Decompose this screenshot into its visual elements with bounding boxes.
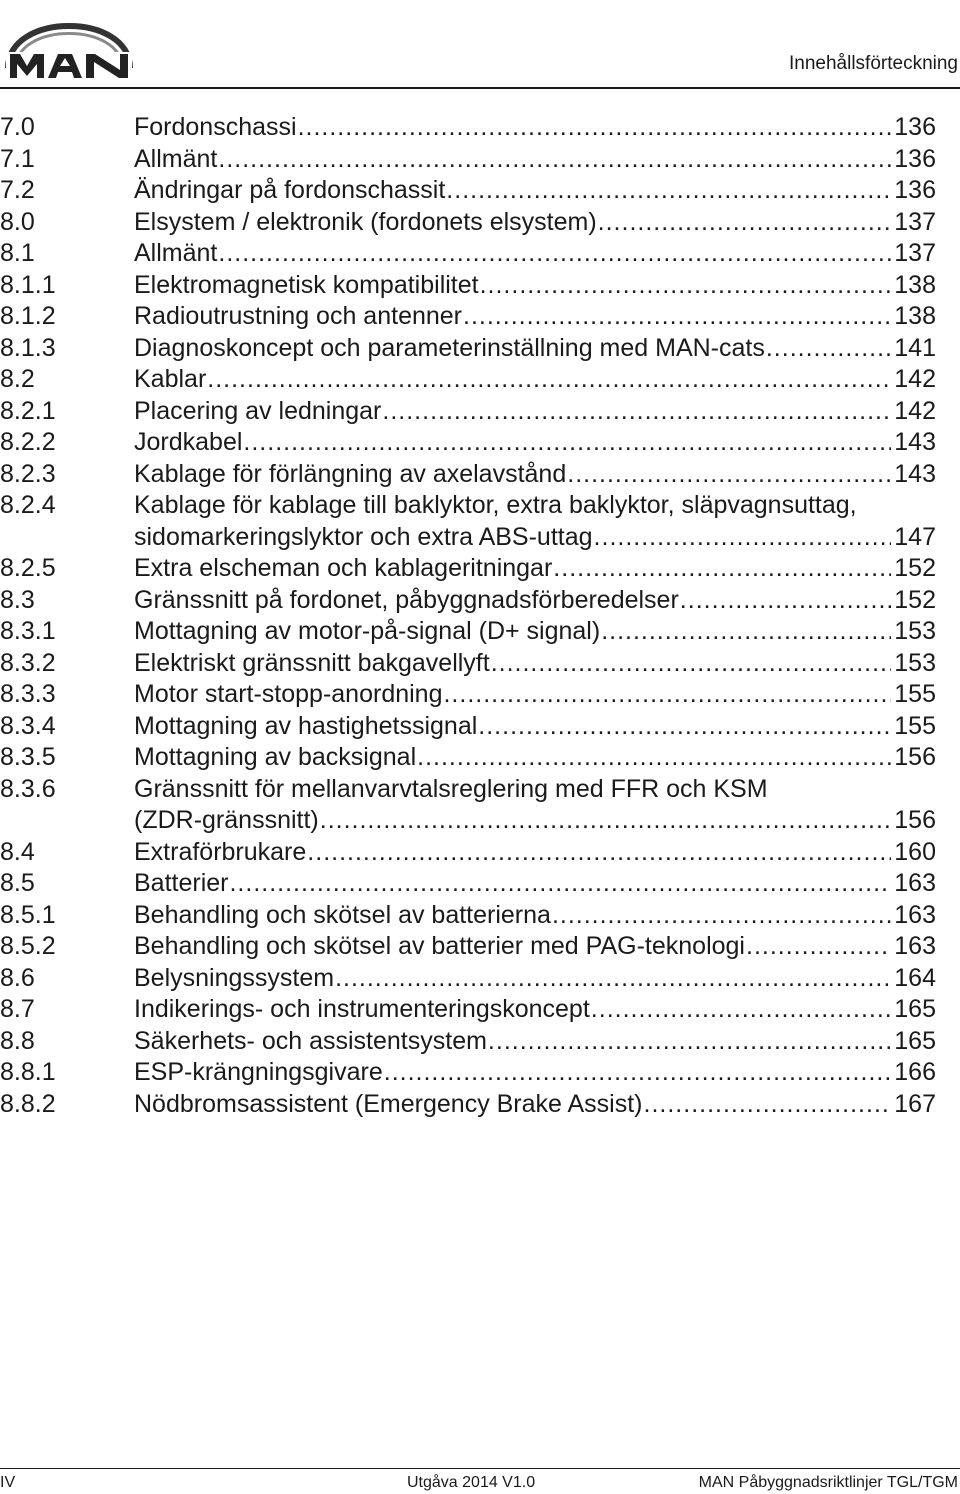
toc-entry-page: 165	[894, 995, 936, 1023]
toc-entry-title: Mottagning av hastighetssignal	[134, 711, 478, 740]
toc-entry-body	[134, 553, 936, 585]
toc-dot-leader	[382, 396, 891, 428]
toc-entry-body	[134, 490, 936, 553]
toc-entry-number: 8.4	[0, 837, 35, 866]
toc-entry-body	[134, 868, 936, 900]
toc-dot-leader	[598, 207, 892, 239]
toc-dot-leader	[218, 238, 891, 270]
toc-entry-page: 137	[894, 207, 936, 236]
toc-entry-line	[134, 238, 936, 270]
toc-entry-body	[134, 207, 936, 239]
toc-entry-title: Extra elscheman och kablageritningar	[134, 554, 553, 582]
toc-entry-title: Säkerhets- och assistentsystem	[134, 1026, 487, 1055]
toc-entry[interactable]	[0, 238, 936, 270]
toc-entry-line	[134, 301, 936, 333]
toc-entry-body	[134, 1089, 936, 1121]
toc-entry[interactable]	[0, 648, 936, 680]
footer-page-number: IV	[0, 1474, 16, 1491]
toc-entry-title: Behandling och skötsel av batterier med PAG-teknologi	[134, 932, 745, 960]
toc-dot-leader	[417, 742, 891, 774]
toc-entry-number: 8.3.1	[0, 617, 56, 645]
toc-entry-line	[134, 553, 936, 585]
toc-entry[interactable]	[0, 931, 936, 963]
toc-entry-body	[134, 963, 936, 995]
toc-entry-title: Elsystem / elektronik (fordonets elsystem)	[134, 207, 597, 236]
toc-dot-leader	[229, 868, 891, 900]
toc-entry-line	[134, 679, 936, 711]
toc-entry-body	[134, 427, 936, 459]
toc-entry-body	[134, 900, 936, 932]
toc-entry-number: 8.5.1	[0, 900, 56, 929]
toc-entry-number: 8.2.3	[0, 459, 56, 488]
toc-entry-title: Extraförbrukare	[134, 837, 307, 866]
toc-entry[interactable]	[0, 396, 936, 428]
toc-entry-body	[134, 837, 936, 869]
toc-entry-page: 155	[894, 680, 936, 708]
toc-entry[interactable]	[0, 459, 936, 491]
toc-entry-number: 8.2.4	[0, 491, 56, 519]
toc-entry-number: 8.8.1	[0, 1058, 56, 1086]
toc-entry-line	[134, 364, 936, 396]
toc-entry[interactable]	[0, 963, 936, 995]
toc-entry-line	[134, 837, 936, 869]
toc-entry[interactable]	[0, 427, 936, 459]
toc-dot-leader	[207, 364, 891, 396]
toc-entry-body	[134, 1057, 936, 1089]
toc-dot-leader	[491, 648, 892, 680]
toc-entry-body	[134, 931, 936, 963]
toc-entry-line	[134, 333, 936, 365]
toc-dot-leader	[553, 553, 891, 585]
toc-entry-line	[134, 648, 936, 680]
toc-entry[interactable]	[0, 679, 936, 711]
toc-entry-line	[134, 175, 936, 207]
toc-dot-leader	[746, 931, 891, 963]
toc-entry[interactable]	[0, 868, 936, 900]
toc-entry-number: 8.1.2	[0, 302, 56, 330]
toc-entry-title: Radioutrustning och antenner	[134, 302, 463, 330]
toc-dot-leader	[591, 994, 891, 1026]
toc-entry-title: ESP-krängningsgivare	[134, 1058, 383, 1086]
toc-entry-number: 7.0	[0, 113, 35, 141]
toc-dot-leader	[218, 144, 891, 176]
toc-entry-line	[134, 1026, 936, 1058]
toc-entry-title: Behandling och skötsel av batterierna	[134, 900, 551, 929]
toc-entry-title: Indikerings- och instrumenteringskoncept	[134, 995, 590, 1023]
toc-entry-body	[134, 648, 936, 680]
toc-entry-line	[134, 270, 936, 302]
toc-entry-body	[134, 301, 936, 333]
toc-entry-page: 164	[894, 963, 936, 992]
toc-entry-title: (ZDR-gränssnitt)	[134, 806, 319, 834]
toc-entry-page: 137	[894, 239, 936, 267]
toc-entry[interactable]	[0, 774, 936, 837]
toc-entry[interactable]	[0, 333, 936, 365]
toc-entry-page: 152	[894, 585, 936, 614]
toc-entry-number: 8.6	[0, 963, 35, 992]
toc-entry-title: Elektriskt gränssnitt bakgavellyft	[134, 648, 490, 677]
toc-entry-page: 136	[894, 176, 936, 204]
toc-entry-title-line1: Gränssnitt för mellanvarvtalsreglering med FFR och KSM	[134, 774, 768, 803]
toc-entry-line	[134, 868, 936, 900]
toc-entry[interactable]	[0, 112, 936, 144]
toc-entry[interactable]	[0, 270, 936, 302]
toc-entry-line	[134, 963, 936, 995]
toc-entry-body	[134, 175, 936, 207]
toc-entry-line	[134, 742, 936, 774]
toc-entry-body	[134, 774, 936, 837]
toc-entry-number: 8.8.2	[0, 1089, 56, 1118]
toc-entry-body	[134, 396, 936, 428]
toc-dot-leader	[443, 679, 891, 711]
toc-entry-title: Motor start-stopp-anordning	[134, 680, 443, 708]
toc-entry-page: 136	[894, 144, 936, 173]
toc-entry-body	[134, 711, 936, 743]
toc-entry-line	[134, 805, 936, 837]
toc-entry-number: 8.2.2	[0, 428, 56, 456]
toc-entry-number: 8.2.5	[0, 554, 56, 582]
toc-entry-line	[134, 711, 936, 743]
toc-entry-number: 8.3.2	[0, 648, 56, 677]
toc-dot-leader	[644, 1089, 892, 1121]
toc-entry-number: 8.3.4	[0, 711, 56, 740]
toc-dot-leader	[552, 900, 891, 932]
toc-entry-title: Placering av ledningar	[134, 396, 382, 425]
toc-entry-body	[134, 1026, 936, 1058]
toc-entry-line	[134, 931, 936, 963]
toc-entry-title: Allmänt	[134, 144, 218, 173]
toc-entry-line	[134, 994, 936, 1026]
toc-entry-page: 167	[894, 1089, 936, 1118]
toc-entry-number: 8.8	[0, 1026, 35, 1055]
toc-entry-number: 8.7	[0, 995, 35, 1023]
toc-dot-leader	[480, 270, 892, 302]
toc-entry-page: 142	[894, 365, 936, 393]
toc-entry[interactable]	[0, 837, 936, 869]
toc-entry-body	[134, 144, 936, 176]
toc-entry-body	[134, 364, 936, 396]
toc-entry-line	[134, 1089, 936, 1121]
toc-dot-leader	[766, 333, 891, 365]
toc-entry-line	[134, 900, 936, 932]
toc-entry-title: Batterier	[134, 869, 229, 897]
toc-entry-line	[134, 585, 936, 617]
toc-entry[interactable]	[0, 742, 936, 774]
toc-entry[interactable]	[0, 175, 936, 207]
toc-entry-page: 163	[894, 900, 936, 929]
toc-entry-title: Nödbromsassistent (Emergency Brake Assist)	[134, 1089, 643, 1118]
toc-entry-title: Kablar	[134, 365, 207, 393]
toc-entry-page: 163	[894, 869, 936, 897]
table-of-contents	[0, 112, 936, 1120]
toc-entry-page: 153	[894, 648, 936, 677]
toc-entry-title: Fordonschassi	[134, 113, 297, 141]
toc-entry-title: Jordkabel	[134, 428, 243, 456]
toc-entry-number: 8.5.2	[0, 932, 56, 960]
toc-entry-number: 7.2	[0, 176, 35, 204]
footer-divider	[0, 1468, 960, 1469]
toc-entry[interactable]	[0, 1057, 936, 1089]
toc-entry[interactable]	[0, 301, 936, 333]
toc-entry-line	[134, 396, 936, 428]
toc-entry[interactable]	[0, 144, 936, 176]
toc-entry-title-line1: Kablage för kablage till baklyktor, extra baklyktor, släpvagnsuttag,	[134, 491, 857, 519]
toc-entry-page: 163	[894, 932, 936, 960]
toc-entry-number: 8.0	[0, 207, 35, 236]
toc-entry-number: 7.1	[0, 144, 35, 173]
toc-entry[interactable]	[0, 490, 936, 553]
toc-entry-title: sidomarkeringslyktor och extra ABS-uttag	[134, 522, 593, 551]
toc-entry-number: 8.2	[0, 365, 35, 393]
toc-entry[interactable]	[0, 994, 936, 1026]
toc-entry[interactable]	[0, 553, 936, 585]
toc-dot-leader	[243, 427, 891, 459]
toc-entry-page: 152	[894, 554, 936, 582]
toc-entry-body	[134, 270, 936, 302]
toc-entry-page: 143	[894, 459, 936, 488]
toc-dot-leader	[307, 837, 891, 869]
man-logo	[2, 2, 136, 80]
toc-dot-leader	[567, 459, 891, 491]
toc-entry-page: 147	[894, 522, 936, 551]
toc-entry-title: Kablage för förlängning av axelavstånd	[134, 459, 567, 488]
toc-entry-page: 153	[894, 617, 936, 645]
toc-entry-page: 143	[894, 428, 936, 456]
header-divider	[0, 87, 960, 89]
toc-entry[interactable]	[0, 1026, 936, 1058]
toc-entry-page: 165	[894, 1026, 936, 1055]
toc-dot-leader	[335, 963, 891, 995]
toc-entry-title: Allmänt	[134, 239, 218, 267]
toc-dot-leader	[298, 112, 892, 144]
toc-entry-number: 8.1	[0, 239, 35, 267]
toc-entry-page: 166	[894, 1058, 936, 1086]
toc-entry-line	[134, 144, 936, 176]
toc-entry-page: 160	[894, 837, 936, 866]
toc-entry-body	[134, 616, 936, 648]
toc-entry[interactable]	[0, 616, 936, 648]
toc-entry[interactable]	[0, 1089, 936, 1121]
toc-dot-leader	[594, 522, 892, 554]
toc-entry-number: 8.5	[0, 869, 35, 897]
toc-entry-number: 8.3.6	[0, 774, 56, 803]
toc-entry[interactable]	[0, 711, 936, 743]
toc-entry[interactable]	[0, 900, 936, 932]
toc-entry-body	[134, 742, 936, 774]
toc-entry[interactable]	[0, 585, 936, 617]
toc-entry-body	[134, 238, 936, 270]
toc-entry-page: 138	[894, 270, 936, 299]
toc-entry-body	[134, 994, 936, 1026]
footer-document-title: MAN Påbyggnadsriktlinjer TGL/TGM	[698, 1474, 958, 1491]
toc-entry-number: 8.1.3	[0, 333, 56, 362]
toc-entry-body	[134, 112, 936, 144]
toc-entry-page: 141	[894, 333, 936, 362]
toc-entry-page: 142	[894, 396, 936, 425]
toc-entry-number: 8.3.3	[0, 680, 56, 708]
toc-entry-line	[134, 522, 936, 554]
toc-entry[interactable]	[0, 364, 936, 396]
toc-entry-number: 8.3	[0, 585, 35, 614]
toc-dot-leader	[446, 175, 891, 207]
toc-dot-leader	[384, 1057, 892, 1089]
toc-entry-number: 8.2.1	[0, 396, 56, 425]
toc-dot-leader	[680, 585, 891, 617]
toc-entry-page: 156	[894, 743, 936, 771]
toc-entry-number: 8.3.5	[0, 743, 56, 771]
toc-entry-number: 8.1.1	[0, 270, 56, 299]
toc-entry-line	[134, 112, 936, 144]
toc-entry-line	[134, 1057, 936, 1089]
toc-dot-leader	[601, 616, 891, 648]
toc-dot-leader	[478, 711, 891, 743]
toc-entry-line	[134, 427, 936, 459]
toc-entry-body	[134, 585, 936, 617]
toc-entry-body	[134, 679, 936, 711]
toc-entry-page: 138	[894, 302, 936, 330]
toc-dot-leader	[463, 301, 891, 333]
footer-edition: Utgåva 2014 V1.0	[407, 1474, 536, 1491]
toc-entry-title: Ändringar på fordonschassit	[134, 176, 446, 204]
toc-entry-body	[134, 333, 936, 365]
toc-entry-title: Elektromagnetisk kompatibilitet	[134, 270, 479, 299]
toc-entry-body	[134, 459, 936, 491]
toc-entry-page: 155	[894, 711, 936, 740]
toc-entry-title: Diagnoskoncept och parameterinställning med MAN-cats	[134, 333, 765, 362]
toc-dot-leader	[488, 1026, 891, 1058]
toc-entry-title: Gränssnitt på fordonet, påbyggnadsförberedelser	[134, 585, 679, 614]
toc-entry-page: 136	[894, 113, 936, 141]
toc-entry-title: Belysningssystem	[134, 963, 335, 992]
toc-entry-line	[134, 616, 936, 648]
toc-entry-line	[134, 459, 936, 491]
toc-dot-leader	[320, 805, 892, 837]
toc-entry-title: Mottagning av motor-på-signal (D+ signal)	[134, 617, 601, 645]
toc-entry-line	[134, 207, 936, 239]
toc-entry[interactable]	[0, 207, 936, 239]
toc-entry-title: Mottagning av backsignal	[134, 743, 417, 771]
toc-entry-page: 156	[894, 806, 936, 834]
page-title: Innehållsförteckning	[789, 53, 958, 74]
